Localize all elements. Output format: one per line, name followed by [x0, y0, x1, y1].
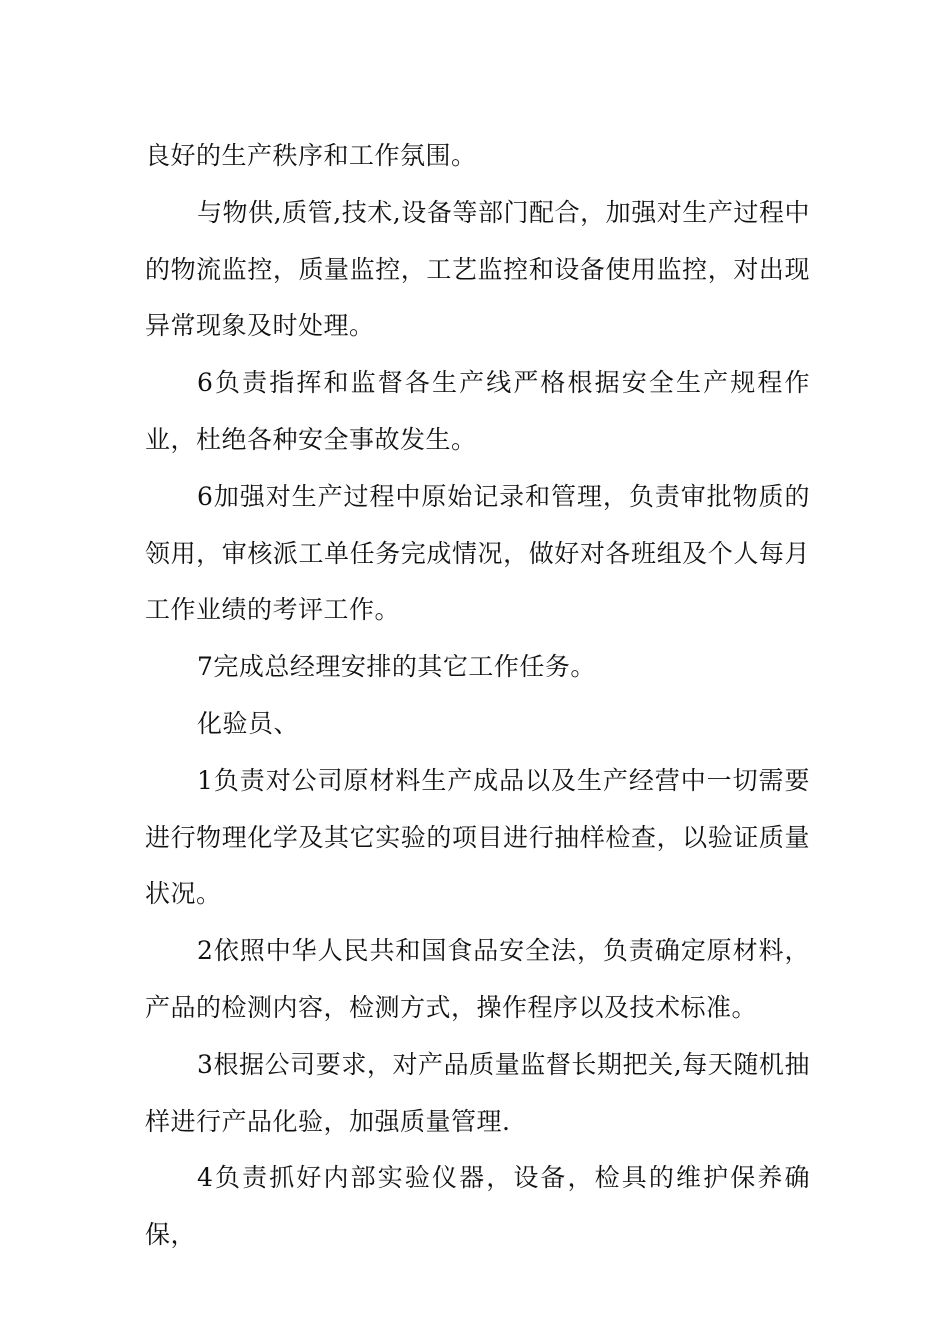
paragraph-continuation: 良好的生产秩序和工作氛围。 — [145, 141, 477, 170]
paragraph-sampling-inspection: 1负责对公司原材料生产成品以及生产经营中一切需要进行物理化学及其它实验的项目进行抽样检查，以验证质量状况。 — [145, 765, 810, 909]
section-heading-lab-technician: 化验员、 — [197, 708, 300, 738]
paragraph-department-coordination: 与物供,质管,技术,设备等部门配合，加强对生产过程中的物流监控，质量监控，工艺监控和设备使用监控，对出现异常现象及时处理。 — [145, 197, 810, 341]
paragraph-records-management: 6加强对生产过程中原始记录和管理，负责审批物质的领用，审核派工单任务完成情况，做好对各班组及个人每月工作业绩的考评工作。 — [145, 481, 810, 625]
paragraph-safety-supervision: 6负责指挥和监督各生产线严格根据安全生产规程作业，杜绝各种安全事故发生。 — [145, 368, 810, 454]
paragraph-quality-control: 3根据公司要求，对产品质量监督长期把关,每天随机抽样进行产品化验，加强质量管理. — [145, 1049, 810, 1136]
paragraph-equipment-maintenance: 4负责抓好内部实验仪器，设备，检具的维护保养确保， — [145, 1163, 810, 1250]
paragraph-other-tasks: 7完成总经理安排的其它工作任务。 — [197, 652, 596, 682]
document-body — [145, 128, 810, 1264]
paragraph-food-safety-law: 2依照中华人民共和国食品安全法，负责确定原材料，产品的检测内容，检测方式，操作程序以及技术标准。 — [145, 936, 810, 1022]
